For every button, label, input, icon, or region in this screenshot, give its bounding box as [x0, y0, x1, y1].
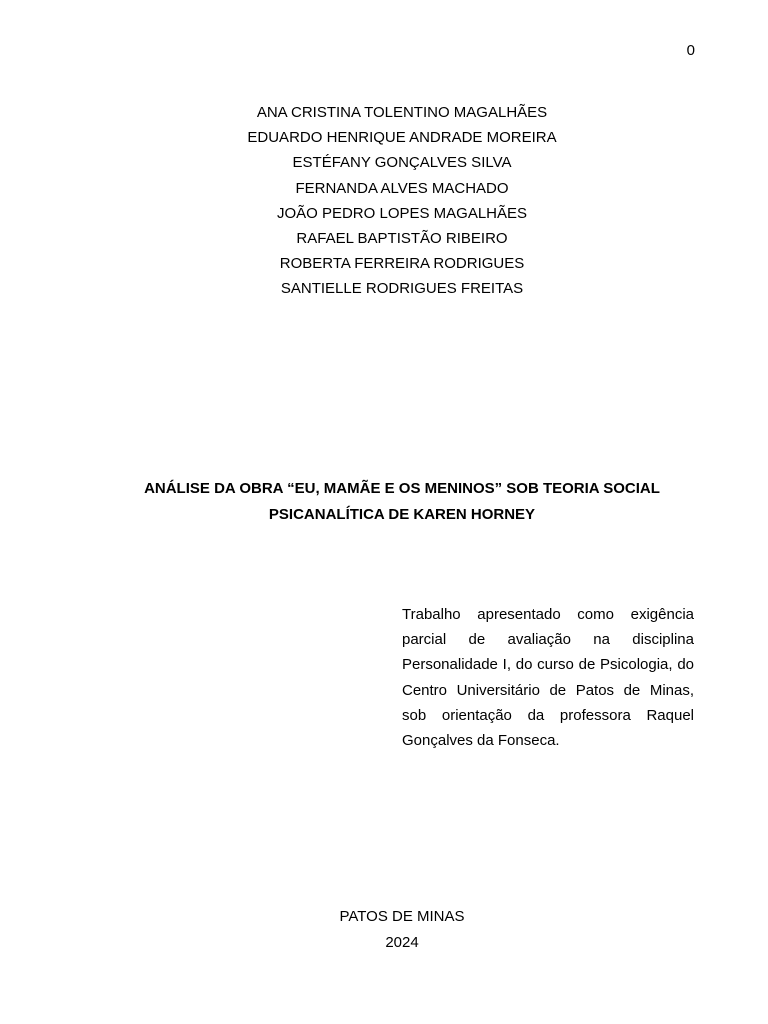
city: PATOS DE MINAS	[339, 908, 465, 925]
title-line-2: PSICANALÍTICA DE KAREN HORNEY	[268, 506, 536, 523]
author-name: EDUARDO HENRIQUE ANDRADE MOREIRA	[247, 129, 557, 147]
document-title	[110, 476, 694, 528]
author-name: SANTIELLE RODRIGUES FREITAS	[280, 280, 524, 298]
author-list	[0, 100, 768, 302]
work-description: Trabalho apresentado como exigência parcial de avaliação na disciplina Personalidade I, do curso de Psicologia, do Centro Universitário de Patos de Minas, sob orientação da professora Raquel Gonçalves da Fonseca.	[402, 606, 694, 750]
author-name: ESTÉFANY GONÇALVES SILVA	[292, 154, 512, 172]
author-name: JOÃO PEDRO LOPES MAGALHÃES	[276, 204, 528, 222]
author-name: ROBERTA FERREIRA RODRIGUES	[279, 255, 525, 273]
title-line-1: ANÁLISE DA OBRA “EU, MAMÃE E OS MENINOS” SOB TEORIA SOCIAL	[144, 480, 660, 497]
author-name: FERNANDA ALVES MACHADO	[295, 179, 509, 197]
author-name: ANA CRISTINA TOLENTINO MAGALHÃES	[256, 104, 548, 121]
author-name: RAFAEL BAPTISTÃO RIBEIRO	[296, 230, 508, 248]
year: 2024	[385, 933, 419, 951]
page-number: 0	[686, 42, 695, 59]
footer	[0, 904, 768, 955]
